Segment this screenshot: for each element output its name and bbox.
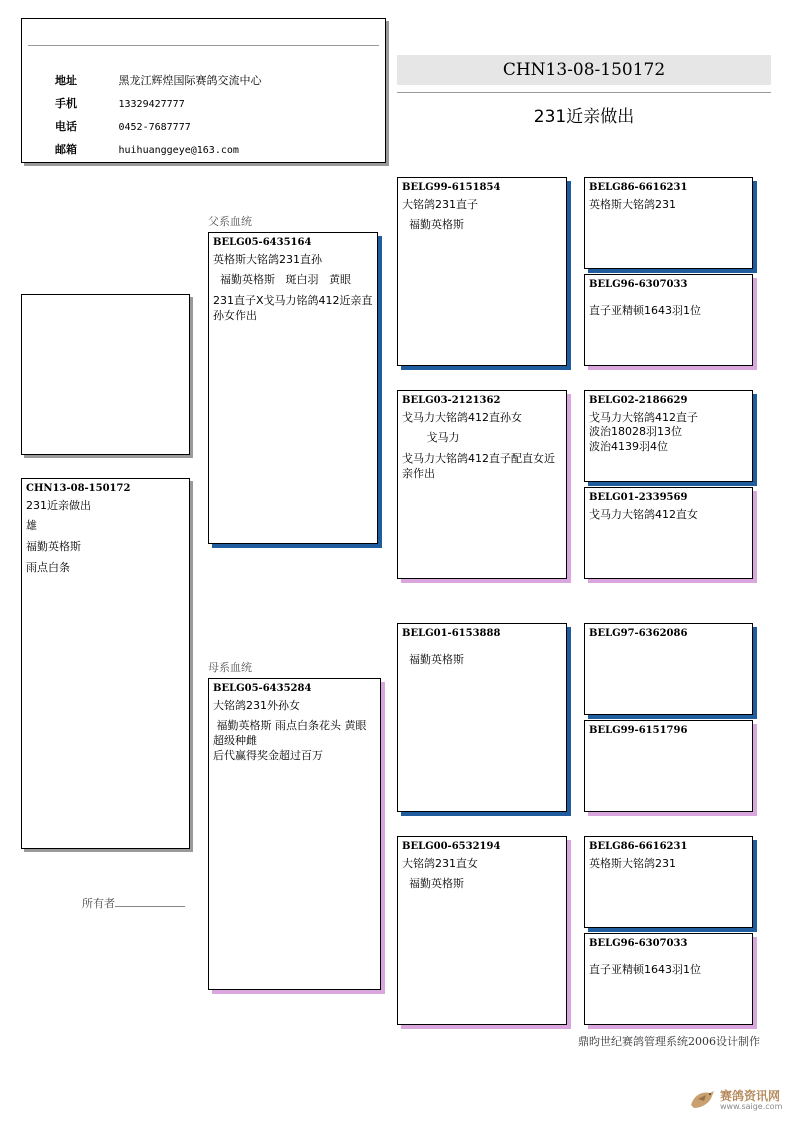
subject-ring: CHN13-08-150172: [26, 483, 131, 494]
contact-divider: [28, 45, 379, 46]
sds-name: 戈马力大铭鸽412直子: [589, 410, 698, 424]
dd-ring: BELG00-6532194: [402, 841, 501, 852]
ss-name: 大铭鸽231直子: [402, 197, 478, 211]
email-row: [55, 143, 239, 158]
dam-side-caption: 母系血统: [208, 661, 252, 674]
sdd-card: [584, 487, 753, 579]
ssd-name: 直子亚精顿1643羽1位: [589, 303, 701, 317]
sss-ring: BELG86-6616231: [589, 182, 688, 193]
ddd-name: 直子亚精顿1643羽1位: [589, 962, 701, 976]
dam-ring: BELG05-6435284: [213, 683, 312, 694]
mobile-label: 手机: [55, 97, 77, 110]
dam-note-2: 后代赢得奖金超过百万: [213, 749, 323, 763]
dds-card: [584, 836, 753, 928]
dds-ring: BELG86-6616231: [589, 841, 688, 852]
sds-note-2: 波治4139羽4位: [589, 440, 668, 454]
sd-name: 戈马力大铭鸽412直孙女: [402, 410, 522, 424]
sds-note-1: 波治18028羽13位: [589, 425, 682, 439]
ddd-card: [584, 933, 753, 1025]
header-ring-number: CHN13-08-150172: [397, 55, 771, 85]
sss-card: [584, 177, 753, 269]
sire-note: 231直子X戈马力铭鸽412近亲直孙女作出: [213, 294, 373, 323]
subject-breed: 福勤英格斯: [26, 540, 81, 554]
dsd-card: [584, 720, 753, 812]
mobile-row: [55, 97, 185, 112]
header-pigeon-name: 231近亲做出: [533, 107, 635, 127]
sd-breed: 戈马力: [402, 431, 460, 445]
subject-color: 雨点白条: [26, 561, 70, 575]
dd-name: 大铭鸽231直女: [402, 856, 478, 870]
address-row: [55, 74, 262, 89]
watermark-title: 赛鸽资讯网: [720, 1089, 781, 1103]
owner-field: [82, 895, 185, 911]
owner-underline: [115, 896, 185, 907]
phone-value: 0452-7687777: [118, 122, 191, 133]
watermark-url: www.saige.com: [720, 1102, 783, 1111]
sdd-ring: BELG01-2339569: [589, 492, 688, 503]
contact-card: [21, 18, 386, 163]
dsd-ring: BELG99-6151796: [589, 725, 688, 736]
sdd-name: 戈马力大铭鸽412直女: [589, 507, 698, 521]
sd-note: 戈马力大铭鸽412直子配直女近亲作出: [402, 452, 555, 481]
mobile-value: 13329427777: [118, 99, 185, 110]
ddd-ring: BELG96-6307033: [589, 938, 688, 949]
subject-card: [21, 478, 190, 849]
dds-name: 英格斯大铭鸽231: [589, 856, 676, 870]
sire-card: [208, 232, 378, 544]
sire-dam-card: [397, 390, 567, 579]
ssd-card: [584, 274, 753, 366]
email-value: huihuanggeye@163.com: [118, 145, 239, 156]
sire-breed-color: 福勤英格斯 斑白羽 黄眼: [213, 273, 351, 287]
sire-side-caption: 父系血统: [208, 215, 252, 228]
ds-breed: 福勤英格斯: [402, 652, 464, 666]
dss-card: [584, 623, 753, 715]
photo-frame: [21, 294, 190, 455]
ds-ring: BELG01-6153888: [402, 628, 501, 639]
dd-breed: 福勤英格斯: [402, 877, 464, 891]
address-label: 地址: [55, 74, 77, 87]
dam-dam-card: [397, 836, 567, 1025]
subject-sex: 雄: [26, 519, 37, 533]
sire-name: 英格斯大铭鸽231直孙: [213, 252, 322, 266]
dam-card: [208, 678, 381, 990]
footer-credit: 鼎昀世纪赛鸽管理系统2006设计制作: [578, 1035, 760, 1048]
dss-ring: BELG97-6362086: [589, 628, 688, 639]
subject-name: 231近亲做出: [26, 498, 91, 512]
dam-sire-card: [397, 623, 567, 812]
ssd-ring: BELG96-6307033: [589, 279, 688, 290]
ss-ring: BELG99-6151854: [402, 182, 501, 193]
watermark: [688, 1085, 791, 1117]
pigeon-logo-icon: [688, 1087, 716, 1113]
phone-label: 电话: [55, 120, 77, 133]
sds-ring: BELG02-2186629: [589, 395, 688, 406]
ss-breed: 福勤英格斯: [402, 218, 464, 232]
email-label: 邮箱: [55, 143, 77, 156]
owner-label: 所有者: [82, 897, 115, 910]
sire-sire-card: [397, 177, 567, 366]
header-divider: [397, 92, 771, 93]
dam-name: 大铭鸽231外孙女: [213, 698, 300, 712]
dam-note-1: 超级种雌: [213, 734, 257, 748]
sd-ring: BELG03-2121362: [402, 395, 501, 406]
sds-card: [584, 390, 753, 482]
sire-ring: BELG05-6435164: [213, 237, 312, 248]
dam-breed-color: 福勤英格斯 雨点白条花头 黄眼: [213, 719, 367, 733]
address-value: 黑龙江辉煌国际赛鸽交流中心: [118, 74, 262, 87]
phone-row: [55, 120, 191, 135]
sss-name: 英格斯大铭鸽231: [589, 197, 676, 211]
